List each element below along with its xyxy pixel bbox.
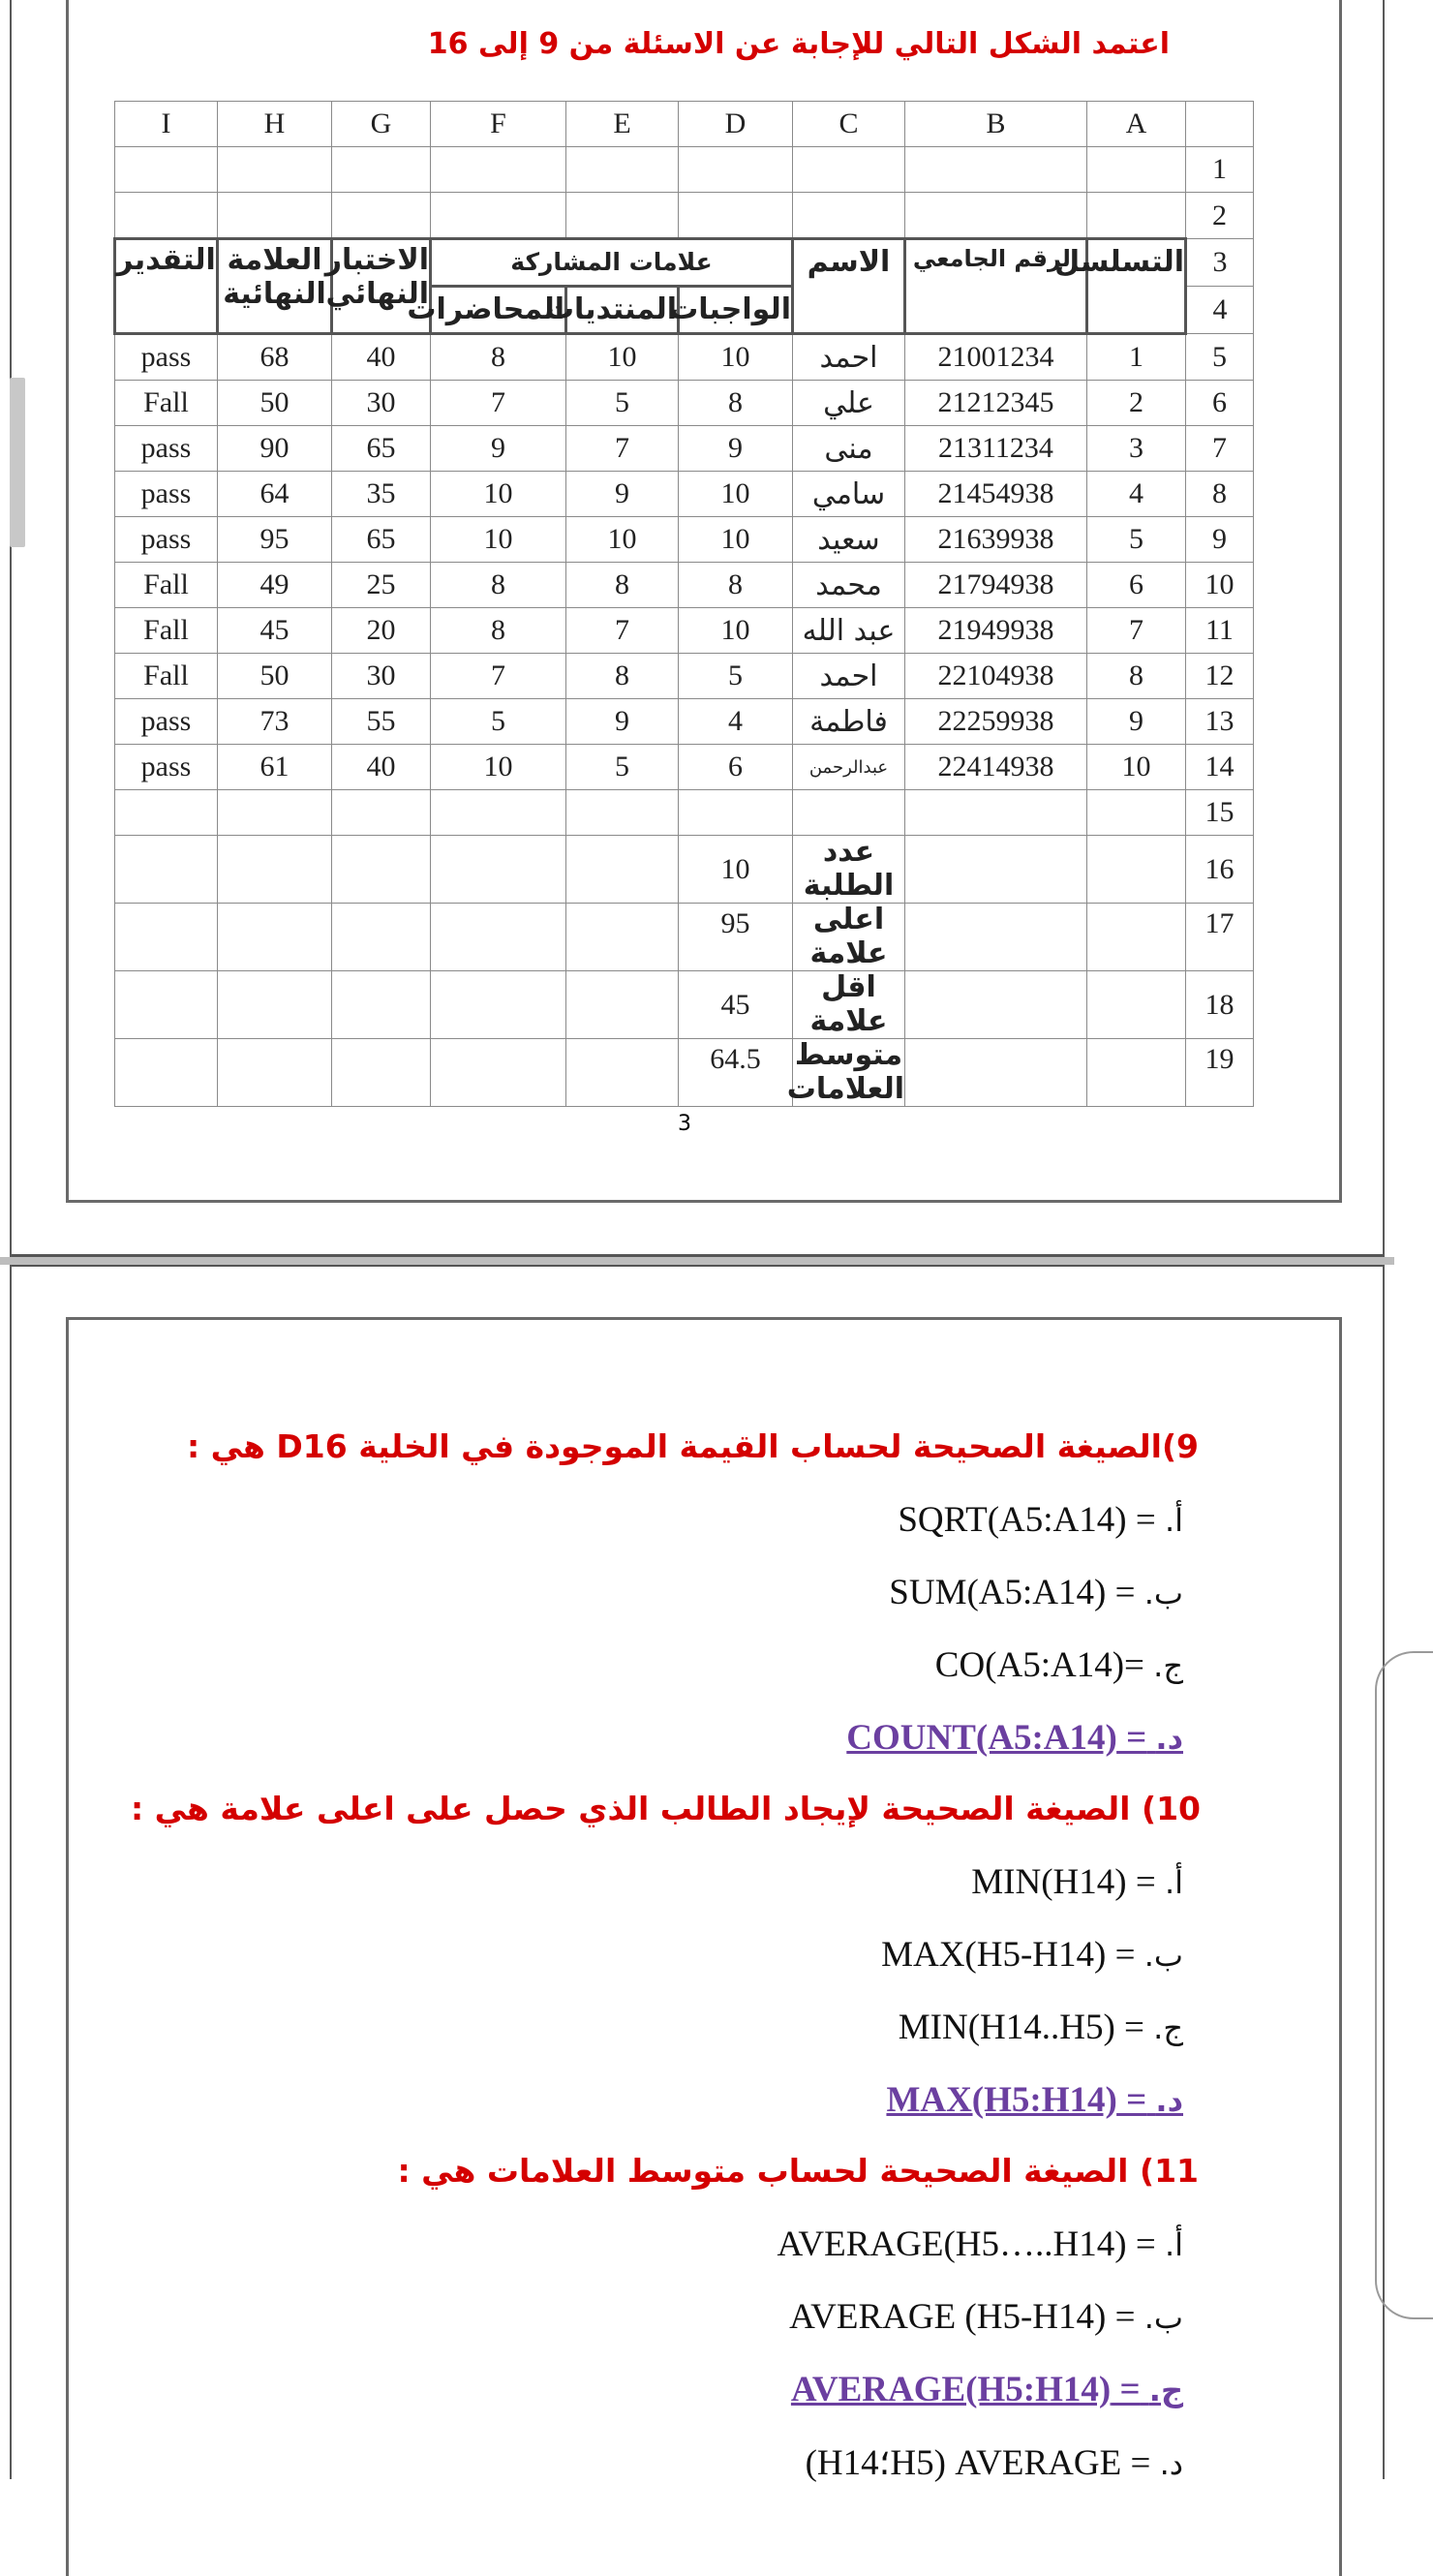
- option-formula: = AVERAGE (H5-H14): [789, 2297, 1136, 2337]
- row-number: 13: [1186, 699, 1254, 745]
- row-number: 14: [1186, 745, 1254, 790]
- cell-student-id: 21454938: [905, 472, 1087, 517]
- cell-student-id: 22414938: [905, 745, 1087, 790]
- option-formula: = SUM(A5:A14): [889, 1573, 1136, 1612]
- cell-exam: 55: [332, 699, 431, 745]
- cell-homework: 10: [679, 334, 793, 381]
- table-row: [115, 517, 1254, 563]
- cell-homework: 8: [679, 381, 793, 426]
- cell-grade: pass: [115, 517, 218, 563]
- row-number: 15: [1186, 790, 1254, 836]
- sheet-row-1: [115, 147, 1254, 193]
- cell-homework: 6: [679, 745, 793, 790]
- column-header-C: C: [793, 102, 905, 147]
- cell-lectures: 7: [431, 381, 566, 426]
- row-number: 4: [1186, 287, 1254, 334]
- option-formula: = AVERAGE(H5…..H14): [777, 2224, 1156, 2264]
- cell-exam: 30: [332, 381, 431, 426]
- cell-name: احمد: [793, 654, 905, 699]
- cell-lectures: 9: [431, 426, 566, 472]
- question-9: 9)الصيغة الصحيحة لحساب القيمة الموجودة في الخلية D16 هي :: [186, 1427, 1199, 1465]
- option-label: أ.: [1164, 2226, 1183, 2263]
- page-edge-curve: [1375, 1651, 1433, 2319]
- option-label: د.: [1159, 2445, 1183, 2482]
- option-formula: = MIN(H14): [971, 1862, 1156, 1902]
- option-label: ب.: [1143, 2299, 1183, 2336]
- cell-homework: 5: [679, 654, 793, 699]
- option-label: ب.: [1143, 1575, 1183, 1611]
- column-header-row: [115, 102, 1254, 147]
- row-number: 5: [1186, 334, 1254, 381]
- cell-name: فاطمة: [793, 699, 905, 745]
- cell-forums: 10: [566, 517, 679, 563]
- answer-option: [889, 1572, 1183, 1613]
- answer-option: [898, 1499, 1183, 1541]
- cell-serial: 10: [1087, 745, 1186, 790]
- cell-serial: 1: [1087, 334, 1186, 381]
- cell-final: 50: [218, 654, 332, 699]
- cell-exam: 65: [332, 426, 431, 472]
- summary-value: 45: [679, 971, 793, 1039]
- cell-lectures: 10: [431, 472, 566, 517]
- option-label: ب.: [1143, 1937, 1183, 1974]
- cell-forums: 9: [566, 472, 679, 517]
- column-header-G: G: [332, 102, 431, 147]
- cell-final: 68: [218, 334, 332, 381]
- option-formula: = MAX(H5-H14): [881, 1935, 1136, 1975]
- cell-student-id: 21001234: [905, 334, 1087, 381]
- cell-exam: 20: [332, 608, 431, 654]
- cell-final: 73: [218, 699, 332, 745]
- cell-homework: 4: [679, 699, 793, 745]
- option-formula: =CO(A5:A14): [934, 1645, 1144, 1685]
- cell-homework: 10: [679, 517, 793, 563]
- column-header-I: I: [115, 102, 218, 147]
- table-row: [115, 472, 1254, 517]
- option-formula: = SQRT(A5:A14): [898, 1500, 1156, 1540]
- cell-name: عبد الله: [793, 608, 905, 654]
- cell-homework: 8: [679, 563, 793, 608]
- row-number: 16: [1186, 836, 1254, 904]
- question-11: 11) الصيغة الصحيحة لحساب متوسط العلامات هي :: [397, 2152, 1199, 2190]
- summary-value: 64.5: [679, 1039, 793, 1107]
- option-formula: = COUNT(A5:A14): [846, 1718, 1147, 1758]
- row-number: 12: [1186, 654, 1254, 699]
- cell-lectures: 10: [431, 745, 566, 790]
- option-formula: = MIN(H14..H5): [898, 2008, 1144, 2047]
- cell-student-id: 21311234: [905, 426, 1087, 472]
- table-row: [115, 426, 1254, 472]
- cell-name: منى: [793, 426, 905, 472]
- answer-option: [806, 2441, 1183, 2484]
- summary-label: اقل علامة: [793, 971, 905, 1039]
- option-label: ج.: [1148, 2372, 1183, 2408]
- cell-serial: 7: [1087, 608, 1186, 654]
- row-number: 17: [1186, 904, 1254, 971]
- table-row: [115, 745, 1254, 790]
- cell-lectures: 5: [431, 699, 566, 745]
- cell-grade: Fall: [115, 381, 218, 426]
- cell-homework: 10: [679, 608, 793, 654]
- cell-forums: 5: [566, 381, 679, 426]
- cell-forums: 7: [566, 608, 679, 654]
- cell-exam: 25: [332, 563, 431, 608]
- cell-student-id: 22104938: [905, 654, 1087, 699]
- cell-name: سامي: [793, 472, 905, 517]
- correct-answer-option: [846, 1717, 1183, 1759]
- cell-student-id: 21794938: [905, 563, 1087, 608]
- cell-serial: 2: [1087, 381, 1186, 426]
- cell-serial: 4: [1087, 472, 1186, 517]
- cell-final: 64: [218, 472, 332, 517]
- cell-forums: 8: [566, 563, 679, 608]
- table-row: [115, 654, 1254, 699]
- option-label: ج.: [1153, 1647, 1183, 1684]
- column-header-D: D: [679, 102, 793, 147]
- cell-serial: 3: [1087, 426, 1186, 472]
- cell-lectures: 8: [431, 563, 566, 608]
- row-number: 11: [1186, 608, 1254, 654]
- page-gap: [0, 1257, 1394, 1265]
- cell-grade: pass: [115, 745, 218, 790]
- header-final-mark: العلامة النهائية: [218, 239, 332, 334]
- answer-option: [881, 1934, 1183, 1976]
- correct-answer-option: [886, 2079, 1183, 2121]
- row-number: 6: [1186, 381, 1254, 426]
- page-title: اعتمد الشكل التالي للإجابة عن الاسئلة من 9 إلى 16: [427, 27, 1170, 61]
- cell-lectures: 8: [431, 334, 566, 381]
- header-final-exam: الاختبار النهائي: [332, 239, 431, 334]
- column-header-B: B: [905, 102, 1087, 147]
- summary-row: [115, 904, 1254, 971]
- answer-option: [899, 2007, 1183, 2048]
- column-header-A: A: [1087, 102, 1186, 147]
- row-number: 18: [1186, 971, 1254, 1039]
- summary-row: [115, 971, 1254, 1039]
- column-header-H: H: [218, 102, 332, 147]
- answer-option: [789, 2296, 1183, 2338]
- cell-exam: 65: [332, 517, 431, 563]
- cell-grade: pass: [115, 334, 218, 381]
- cell-serial: 8: [1087, 654, 1186, 699]
- cell-exam: 35: [332, 472, 431, 517]
- correct-answer-option: [791, 2369, 1183, 2410]
- answer-option: [971, 1861, 1183, 1903]
- cell-forums: 8: [566, 654, 679, 699]
- cell-final: 50: [218, 381, 332, 426]
- summary-label: متوسط العلامات: [786, 1038, 904, 1106]
- summary-value: 95: [679, 904, 793, 971]
- row-number: 3: [1186, 239, 1254, 287]
- option-label: د.: [1155, 2082, 1183, 2119]
- sheet-row-15: [115, 790, 1254, 836]
- cell-lectures: 7: [431, 654, 566, 699]
- cell-name: سعيد: [793, 517, 905, 563]
- cell-student-id: 21639938: [905, 517, 1087, 563]
- question-10: 10) الصيغة الصحيحة لإيجاد الطالب الذي حصل على اعلى علامة هي :: [130, 1790, 1201, 1827]
- cell-forums: 9: [566, 699, 679, 745]
- summary-value: 10: [679, 836, 793, 904]
- summary-row: [115, 1039, 1254, 1107]
- header-grade: التقدير: [115, 239, 218, 334]
- cell-name: عبدالرحمن: [793, 745, 905, 790]
- header-name: الاسم: [793, 239, 905, 334]
- cell-student-id: 22259938: [905, 699, 1087, 745]
- option-label: ج.: [1153, 2009, 1183, 2046]
- corner-cell: [1186, 102, 1254, 147]
- row-number: 7: [1186, 426, 1254, 472]
- cell-exam: 30: [332, 654, 431, 699]
- cell-homework: 9: [679, 426, 793, 472]
- cell-grade: Fall: [115, 563, 218, 608]
- sheet-row-3: [115, 239, 1254, 287]
- option-label: أ.: [1164, 1502, 1183, 1539]
- row-number: 19: [1186, 1039, 1254, 1107]
- row-number: 10: [1186, 563, 1254, 608]
- summary-row: [115, 836, 1254, 904]
- cell-student-id: 21949938: [905, 608, 1087, 654]
- cell-final: 90: [218, 426, 332, 472]
- cell-student-id: 21212345: [905, 381, 1087, 426]
- header-serial: التسلسل: [1087, 239, 1186, 334]
- summary-label: عدد الطلبة: [793, 836, 905, 904]
- header-student-id: الرقم الجامعي: [905, 239, 1087, 334]
- header-participation: علامات المشاركة: [431, 239, 793, 287]
- option-formula: = AVERAGE (H5؛H14): [805, 2443, 1151, 2483]
- table-row: [115, 381, 1254, 426]
- cell-exam: 40: [332, 745, 431, 790]
- row-number: 1: [1186, 147, 1254, 193]
- cell-grade: pass: [115, 699, 218, 745]
- cell-forums: 5: [566, 745, 679, 790]
- option-formula: = AVERAGE(H5:H14): [790, 2370, 1141, 2409]
- cell-name: احمد: [793, 334, 905, 381]
- column-header-E: E: [566, 102, 679, 147]
- table-row: [115, 699, 1254, 745]
- row-number: 8: [1186, 472, 1254, 517]
- cell-lectures: 10: [431, 517, 566, 563]
- cell-serial: 9: [1087, 699, 1186, 745]
- page-number: 3: [678, 1112, 691, 1136]
- cell-final: 95: [218, 517, 332, 563]
- table-row: [115, 334, 1254, 381]
- cell-grade: pass: [115, 472, 218, 517]
- option-label: د.: [1155, 1720, 1183, 1757]
- cell-serial: 6: [1087, 563, 1186, 608]
- scrollbar-thumb[interactable]: [10, 378, 25, 547]
- answer-option: [935, 1644, 1183, 1686]
- cell-grade: Fall: [115, 654, 218, 699]
- table-row: [115, 563, 1254, 608]
- cell-name: علي: [793, 381, 905, 426]
- cell-lectures: 8: [431, 608, 566, 654]
- cell-homework: 10: [679, 472, 793, 517]
- header-forums: المنتديات: [566, 287, 679, 334]
- sheet-row-2: [115, 193, 1254, 239]
- summary-label: اعلى علامة: [793, 904, 905, 971]
- cell-exam: 40: [332, 334, 431, 381]
- row-number: 2: [1186, 193, 1254, 239]
- cell-forums: 7: [566, 426, 679, 472]
- option-formula: = MAX(H5:H14): [886, 2080, 1147, 2120]
- column-header-F: F: [431, 102, 566, 147]
- cell-name: محمد: [793, 563, 905, 608]
- header-homework: الواجبات: [679, 287, 793, 334]
- header-lectures: المحاضرات: [431, 287, 566, 334]
- cell-final: 49: [218, 563, 332, 608]
- table-row: [115, 608, 1254, 654]
- spreadsheet-figure: [113, 101, 1254, 1107]
- cell-forums: 10: [566, 334, 679, 381]
- cell-final: 61: [218, 745, 332, 790]
- cell-grade: pass: [115, 426, 218, 472]
- answer-option: [777, 2223, 1183, 2265]
- option-label: أ.: [1164, 1864, 1183, 1901]
- cell-serial: 5: [1087, 517, 1186, 563]
- cell-final: 45: [218, 608, 332, 654]
- row-number: 9: [1186, 517, 1254, 563]
- cell-grade: Fall: [115, 608, 218, 654]
